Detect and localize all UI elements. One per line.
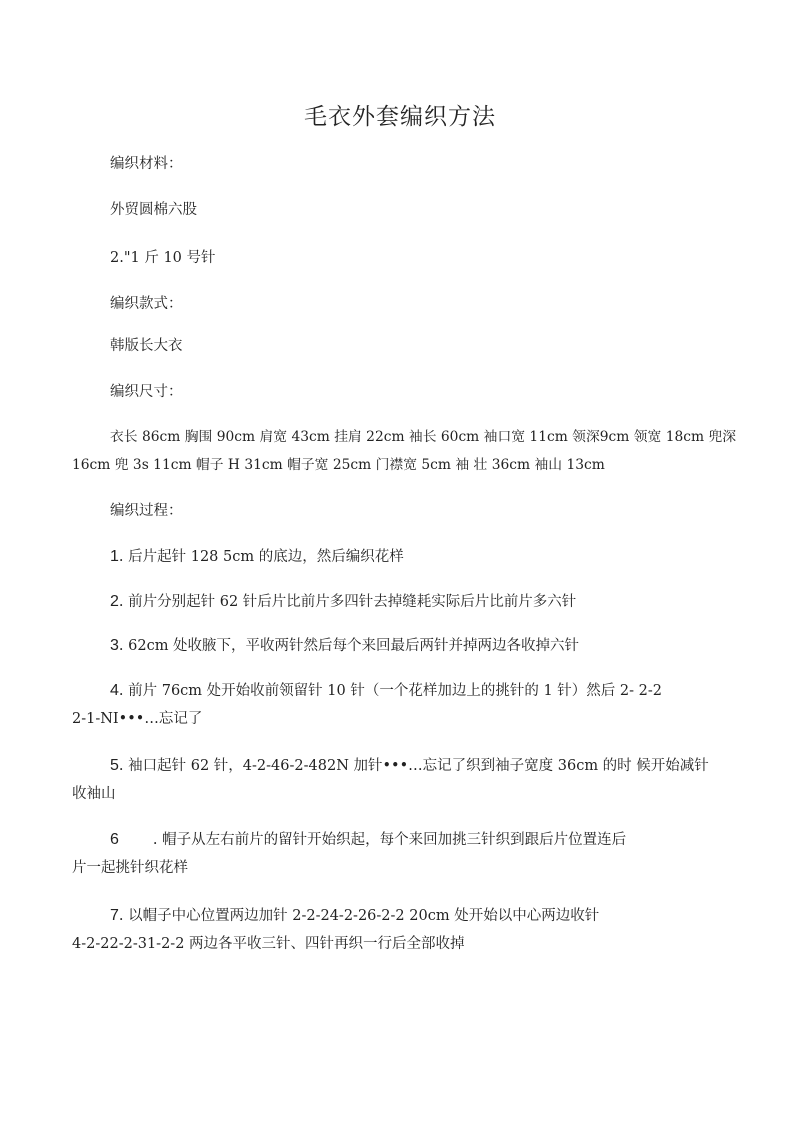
step-6-continued: 片一起挑针织花样: [72, 860, 188, 876]
step-text: . 帽子从左右前片的留针开始织起，每个来回加挑三针织到跟后片位置连后: [152, 832, 627, 848]
step-7: [110, 904, 599, 925]
document-title: 毛衣外套编织方法: [304, 104, 496, 130]
step-2: [110, 590, 576, 611]
step-text: . 袖口起针 62 针，4-2-46-2-482N 加针•••…忘记了织到袖子宽度 36cm 的时 候开始减针: [118, 758, 709, 774]
size-line-1: 衣长 86cm 胸围 90cm 肩宽 43cm 挂肩 22cm 袖长 60cm 袖口宽 11cm 领深9cm 领宽 18cm 兜深: [110, 429, 737, 445]
step-number: 7: [110, 907, 119, 924]
step-number: 4: [110, 682, 119, 699]
step-5: [110, 754, 709, 775]
step-4-continued: 2-1-NI•••…忘记了: [72, 711, 203, 727]
size-line-2: 16cm 兜 3s 11cm 帽子 H 31cm 帽子宽 25cm 门襟宽 5cm 袖 壮 36cm 袖山 13cm: [72, 457, 605, 473]
step-text: . 以帽子中心位置两边加针 2-2-24-2-26-2-2 20cm 处开始以中心两边收针: [118, 908, 600, 924]
size-heading: 编织尺寸：: [110, 384, 183, 400]
step-6: [110, 828, 626, 849]
style-heading: 编织款式：: [110, 296, 183, 312]
materials-amount: 2."1 斤 10 号针: [110, 250, 216, 266]
style-value: 韩版长大衣: [110, 338, 183, 354]
step-1: [110, 545, 404, 566]
materials-heading: 编织材料：: [110, 156, 183, 172]
step-number: 3: [110, 637, 119, 654]
step-text: . 前片 76cm 处开始收前领留针 10 针（一个花样加边上的挑针的 1 针）然后 2- 2-2: [118, 683, 662, 699]
step-5-continued: 收袖山: [72, 786, 116, 802]
step-text: . 前片分别起针 62 针后片比前片多四针去掉缝耗实际后片比前片多六针: [118, 594, 577, 610]
step-number: 5: [110, 757, 119, 774]
step-text: . 后片起针 128 5cm 的底边，然后编织花样: [118, 549, 404, 565]
step-number: 1: [110, 548, 119, 565]
process-heading: 编织过程：: [110, 503, 183, 519]
step-3: [110, 634, 579, 655]
materials-yarn: 外贸圆棉六股: [110, 202, 197, 218]
step-text: . 62cm 处收腋下，平收两针然后每个来回最后两针并掉两边各收掉六针: [118, 638, 580, 654]
step-number: 6: [110, 831, 119, 848]
step-number: 2: [110, 593, 119, 610]
step-7-continued: 4-2-22-2-31-2-2 两边各平收三针、四针再织一行后全部收掉: [72, 936, 465, 952]
step-4: [110, 679, 662, 700]
